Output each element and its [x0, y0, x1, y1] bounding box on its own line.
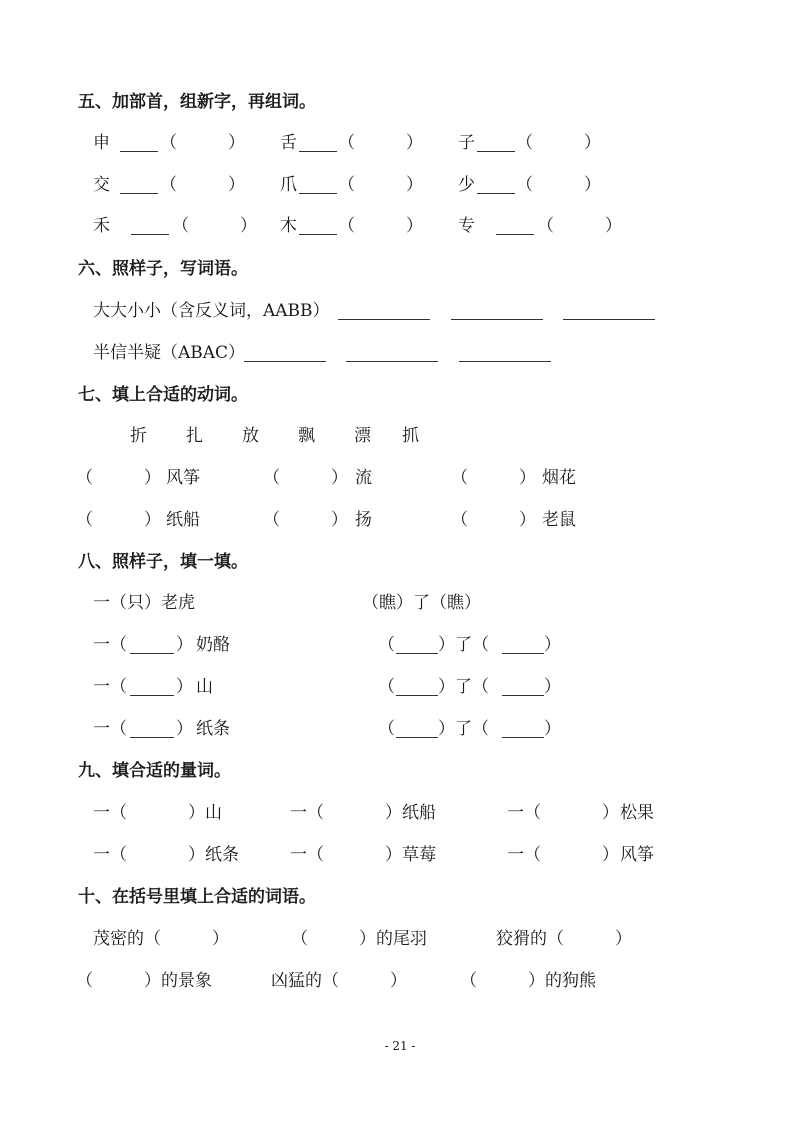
blank-line[interactable] — [299, 151, 337, 152]
s9-word: 风筝 — [620, 845, 654, 865]
s7-row-2 — [0, 505, 800, 535]
answer-line[interactable] — [459, 361, 551, 362]
word-bank-item: 抓 — [402, 426, 419, 446]
s7-paren[interactable]: （ ） — [76, 468, 161, 488]
s10-phrase[interactable]: 茂密的（ ） — [93, 929, 229, 949]
s8-word: 奶酪 — [196, 635, 230, 655]
blank-line[interactable] — [477, 151, 515, 152]
section-9 — [0, 756, 800, 786]
blank-line[interactable] — [396, 695, 438, 696]
s5-char: 专 — [458, 216, 475, 236]
s9-word: 松果 — [620, 803, 654, 823]
blank-line[interactable] — [502, 695, 544, 696]
blank-line[interactable] — [131, 234, 169, 235]
word-bank-item: 飘 — [298, 426, 315, 446]
s6-prompt: 半信半疑（ABAC） — [93, 343, 246, 363]
s5-char: 舌 — [280, 133, 297, 153]
s6-row-1 — [0, 296, 800, 326]
word-bank-item: 漂 — [354, 426, 371, 446]
s5-row-3 — [0, 211, 800, 241]
blank-line[interactable] — [130, 653, 174, 654]
s8-r-close: ） — [544, 719, 561, 739]
word-bank-item: 放 — [242, 426, 259, 446]
s9-prefix[interactable]: 一（ — [507, 803, 541, 823]
s9-prefix[interactable]: 一（ — [290, 845, 324, 865]
section-6 — [0, 254, 800, 284]
blank-line[interactable] — [130, 695, 174, 696]
s7-paren[interactable]: （ ） — [451, 510, 536, 530]
s7-paren[interactable]: （ ） — [451, 468, 536, 488]
s10-row-1 — [0, 924, 800, 954]
blank-line[interactable] — [120, 151, 158, 152]
s9-prefix[interactable]: 一（ — [93, 845, 127, 865]
s8-r-open: （ — [378, 635, 395, 655]
s8-word: 山 — [196, 677, 213, 697]
s8-word: 纸条 — [196, 719, 230, 739]
section-6-heading: 六、照样子，写词语。 — [78, 259, 248, 279]
s8-close: ） — [176, 719, 193, 739]
answer-line[interactable] — [563, 319, 655, 320]
s5-char: 少 — [458, 175, 475, 195]
answer-line[interactable] — [244, 361, 326, 362]
blank-line[interactable] — [130, 737, 174, 738]
word-bank-item: 扎 — [186, 426, 203, 446]
s8-r-mid: ）了（ — [438, 719, 489, 739]
s8-r-close: ） — [544, 635, 561, 655]
page-number: - 21 - — [384, 1039, 416, 1053]
s5-paren[interactable]: （ ） — [160, 133, 245, 153]
blank-line[interactable] — [502, 737, 544, 738]
s5-paren[interactable]: （ ） — [338, 133, 423, 153]
section-10 — [0, 882, 800, 912]
s7-row-1 — [0, 463, 800, 493]
s8-prefix: 一（ — [93, 677, 127, 697]
section-10-heading: 十、在括号里填上合适的词语。 — [78, 887, 316, 907]
s7-paren[interactable]: （ ） — [76, 510, 161, 530]
s6-prompt: 大大小小（含反义词，AABB） — [93, 301, 330, 321]
s7-word: 流 — [355, 468, 372, 488]
s5-char: 木 — [280, 216, 297, 236]
s9-close: ） — [602, 803, 619, 823]
s8-close: ） — [176, 677, 193, 697]
s9-prefix[interactable]: 一（ — [507, 845, 541, 865]
s9-row-1 — [0, 798, 800, 828]
s5-paren[interactable]: （ ） — [516, 133, 601, 153]
blank-line[interactable] — [299, 234, 337, 235]
s8-r-open: （ — [378, 677, 395, 697]
word-bank — [0, 421, 800, 451]
s9-close: ） — [188, 803, 205, 823]
s9-word: 山 — [205, 803, 222, 823]
s9-close: ） — [188, 845, 205, 865]
s5-paren[interactable]: （ ） — [338, 175, 423, 195]
s7-paren[interactable]: （ ） — [263, 510, 348, 530]
blank-line[interactable] — [496, 234, 534, 235]
s5-paren[interactable]: （ ） — [172, 216, 257, 236]
answer-line[interactable] — [451, 319, 543, 320]
s7-word: 老鼠 — [542, 510, 576, 530]
s5-row-2 — [0, 170, 800, 200]
blank-line[interactable] — [396, 737, 438, 738]
blank-line[interactable] — [396, 653, 438, 654]
s7-word: 纸船 — [166, 510, 200, 530]
s8-prefix: 一（ — [93, 719, 127, 739]
s5-char: 子 — [458, 133, 475, 153]
s7-word: 风筝 — [166, 468, 200, 488]
s10-phrase[interactable]: 凶猛的（ ） — [271, 971, 407, 991]
s5-paren[interactable]: （ ） — [160, 175, 245, 195]
s8-row-1 — [0, 630, 800, 660]
word-bank-item: 折 — [130, 426, 147, 446]
s7-word: 扬 — [355, 510, 372, 530]
s10-row-2 — [0, 966, 800, 996]
s8-r-open: （ — [378, 719, 395, 739]
s10-phrase[interactable]: （ ）的景象 — [76, 971, 212, 991]
s5-char: 申 — [93, 133, 110, 153]
s8-row-2 — [0, 672, 800, 702]
s9-close: ） — [385, 845, 402, 865]
s8-r-mid: ）了（ — [438, 677, 489, 697]
section-9-heading: 九、填合适的量词。 — [78, 761, 231, 781]
s9-prefix[interactable]: 一（ — [290, 803, 324, 823]
blank-line[interactable] — [502, 653, 544, 654]
s9-word: 草莓 — [402, 845, 436, 865]
example-left: 一（只）老虎 — [93, 593, 195, 613]
s10-phrase[interactable]: （ ）的尾羽 — [291, 929, 427, 949]
blank-line[interactable] — [477, 193, 515, 194]
s8-prefix: 一（ — [93, 635, 127, 655]
s9-word: 纸条 — [205, 845, 239, 865]
s5-row-1 — [0, 128, 800, 158]
answer-line[interactable] — [338, 319, 430, 320]
s9-prefix[interactable]: 一（ — [93, 803, 127, 823]
s5-char: 禾 — [93, 216, 110, 236]
s8-example — [0, 588, 800, 618]
s5-char: 交 — [93, 175, 110, 195]
s5-char: 爪 — [280, 175, 297, 195]
s9-close: ） — [602, 845, 619, 865]
s5-paren[interactable]: （ ） — [338, 216, 423, 236]
section-7-heading: 七、填上合适的动词。 — [78, 385, 248, 405]
s8-r-mid: ）了（ — [438, 635, 489, 655]
section-8 — [0, 547, 800, 577]
section-5 — [0, 87, 800, 117]
s8-r-close: ） — [544, 677, 561, 697]
blank-line[interactable] — [120, 193, 158, 194]
s7-paren[interactable]: （ ） — [263, 468, 348, 488]
s8-row-3 — [0, 714, 800, 744]
section-7 — [0, 380, 800, 410]
s10-phrase[interactable]: 狡猾的（ ） — [496, 929, 632, 949]
s7-word: 烟花 — [542, 468, 576, 488]
blank-line[interactable] — [299, 193, 337, 194]
s9-row-2 — [0, 840, 800, 870]
answer-line[interactable] — [346, 361, 438, 362]
s5-paren[interactable]: （ ） — [537, 216, 622, 236]
s8-close: ） — [176, 635, 193, 655]
s9-word: 纸船 — [402, 803, 436, 823]
s5-paren[interactable]: （ ） — [516, 175, 601, 195]
example-right: （瞧）了（瞧） — [362, 593, 481, 613]
s9-close: ） — [385, 803, 402, 823]
s10-phrase[interactable]: （ ）的狗熊 — [460, 971, 596, 991]
section-8-heading: 八、照样子，填一填。 — [78, 552, 248, 572]
s6-row-2 — [0, 338, 800, 368]
section-5-heading: 五、加部首，组新字，再组词。 — [78, 92, 316, 112]
